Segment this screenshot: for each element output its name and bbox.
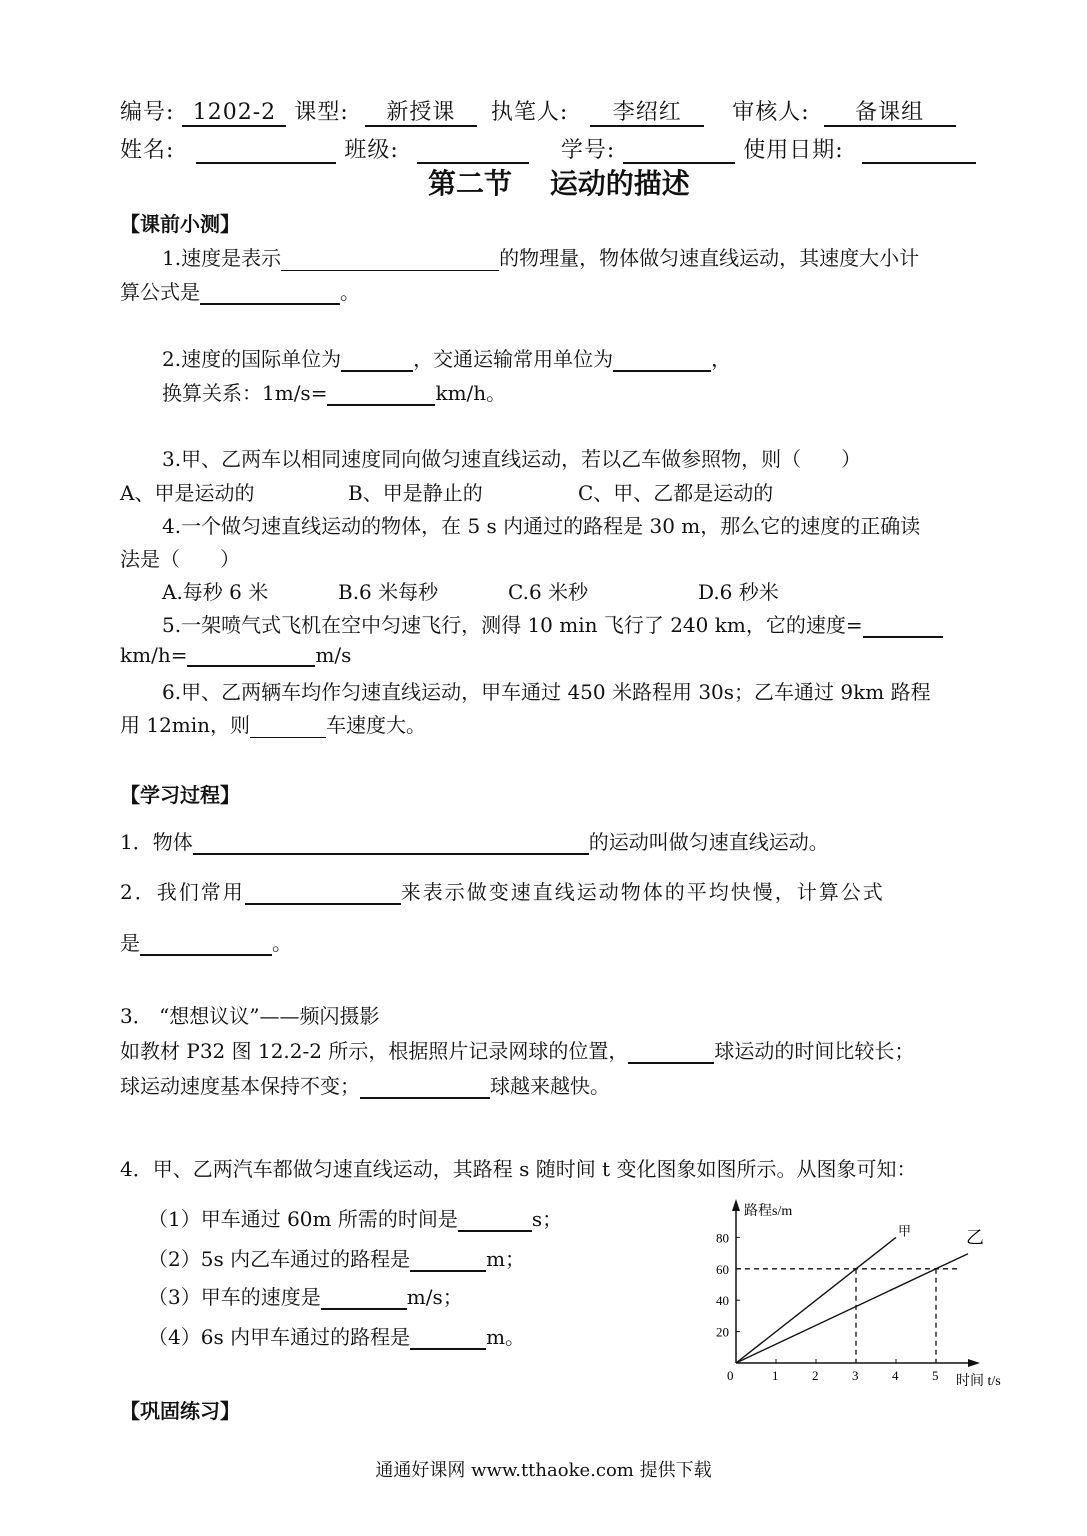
shenhe-label: 审核人: [732, 100, 810, 125]
q5-text-b: km/h= [120, 643, 188, 667]
p2-text-d: 。 [272, 931, 292, 955]
p4-sub4-text-b: m。 [486, 1325, 526, 1349]
q5-text-c: m/s [315, 643, 352, 667]
p3-text-b: 如教材 P32 图 12.2-2 所示，根据照片记录网球的位置， [120, 1039, 629, 1063]
bianhao-value: 1202-2 [182, 101, 286, 127]
p4-sub1-text-a: （1）甲车通过 60m 所需的时间是 [148, 1207, 458, 1231]
series-line-jia [736, 1237, 896, 1363]
q2-line1 [162, 343, 731, 372]
p2-text-c: 是 [120, 931, 140, 955]
p1-text-a: 1．物体 [120, 830, 193, 854]
p4-sub2-text-b: m； [486, 1247, 526, 1271]
riqi-blank[interactable] [862, 140, 976, 164]
x-tick-label: 1 [772, 1368, 779, 1383]
p4-sub1 [148, 1203, 562, 1232]
p3-heading: 3． “想想议议”——频闪摄影 [120, 1004, 380, 1028]
q1-blank-2[interactable] [200, 281, 340, 305]
p2-line2 [120, 927, 292, 956]
q5-blank-2[interactable] [187, 643, 315, 667]
x-axis-arrow [968, 1359, 980, 1367]
bianhao-label: 编号: [120, 100, 175, 125]
p2-blank-2[interactable] [140, 932, 272, 956]
y-tick-label: 20 [716, 1324, 729, 1340]
p4-sub4-text-a: （4）6s 内甲车通过的路程是 [148, 1325, 411, 1349]
q3-option-a[interactable]: A、甲是运动的 [120, 481, 255, 505]
q2-text-c: ， [711, 347, 732, 371]
q5-line1 [162, 609, 943, 638]
header-row-1 [120, 95, 956, 127]
process-heading: 【学习过程】 [120, 783, 240, 807]
q6-line2 [120, 709, 426, 738]
q1-blank-1[interactable] [281, 250, 499, 271]
q1-text-a: 1.速度是表示 [162, 246, 282, 270]
footer-text: 通通好课网 www.tthaoke.com 提供下载 [375, 1460, 712, 1481]
x-tick-label: 0 [727, 1368, 734, 1383]
q4-option-d[interactable]: D.6 秒米 [698, 580, 779, 604]
q3-option-c[interactable]: C、甲、乙都是运动的 [578, 481, 774, 505]
q2-text-d: 换算关系：1m/s= [162, 381, 328, 405]
p4-sub4-blank[interactable] [410, 1326, 486, 1350]
y-tick-label: 60 [716, 1261, 729, 1277]
kexing-value: 新授课 [365, 101, 477, 127]
y-tick-label: 80 [716, 1230, 729, 1246]
xingming-blank[interactable] [196, 140, 336, 164]
p4-sub4 [148, 1321, 525, 1350]
q2-blank-1[interactable] [341, 348, 413, 372]
page-title: 第二节 运动的描述 [428, 167, 690, 200]
shenhe-value: 备课组 [824, 101, 956, 127]
q3-stem: 3.甲、乙两车以相同速度同向做匀速直线运动，若以乙车做参照物，则（ ） [162, 447, 862, 471]
q1-text-b: 的物理量，物体做匀速直线运动，其速度大小计 [499, 246, 920, 270]
p2-blank-1[interactable] [245, 881, 401, 905]
p2-text-a: 2．我们常用 [120, 880, 245, 904]
q6-text-b: 用 12min，则 [120, 713, 251, 737]
p1-line [120, 826, 829, 855]
y-axis-arrow [732, 1199, 740, 1211]
p3-blank-1[interactable] [628, 1040, 714, 1064]
p4-sub1-blank[interactable] [458, 1208, 532, 1232]
q4-option-c[interactable]: C.6 米秒 [508, 580, 589, 604]
p4-stem: 4．甲、乙两汽车都做匀速直线运动，其路程 s 随时间 t 变化图象如图所示。从图象可知： [120, 1157, 917, 1181]
xuehao-label: 学号: [560, 138, 616, 163]
p3-blank-2[interactable] [360, 1075, 490, 1099]
q1-line2 [120, 276, 360, 305]
x-axis-label: 时间 t/s [956, 1374, 1001, 1389]
p1-text-b: 的运动叫做匀速直线运动。 [588, 830, 829, 854]
q2-text-b: ，交通运输常用单位为 [413, 347, 614, 371]
p3-text-e: 球越来越快。 [490, 1074, 610, 1098]
x-tick-label: 5 [932, 1368, 939, 1383]
xingming-label: 姓名: [120, 138, 175, 163]
distance-time-chart [700, 1195, 1030, 1395]
p4-sub1-text-b: s； [531, 1207, 563, 1231]
series-line-yi [736, 1254, 968, 1363]
q5-blank-1[interactable] [863, 614, 943, 638]
q4-option-b[interactable]: B.6 米每秒 [338, 580, 439, 604]
p3-line1 [120, 1035, 914, 1064]
p4-sub2 [148, 1243, 525, 1272]
q3-option-b[interactable]: B、甲是静止的 [348, 481, 483, 505]
q6-text-c: 车速度大。 [326, 713, 427, 737]
banji-blank[interactable] [417, 140, 529, 164]
xuehao-blank[interactable] [623, 140, 735, 164]
p2-line1 [120, 876, 885, 905]
q1-text-c: 算公式是 [120, 280, 200, 304]
p4-sub3 [148, 1281, 463, 1310]
series-label-jia: 甲 [898, 1223, 912, 1239]
q1-line1 [162, 242, 919, 271]
q2-text-a: 2.速度的国际单位为 [162, 347, 342, 371]
riqi-label: 使用日期: [743, 138, 844, 163]
x-tick-label: 3 [852, 1368, 859, 1383]
y-axis-label: 路程s/m [744, 1204, 793, 1219]
zhibi-value: 李绍红 [590, 101, 704, 127]
p4-sub2-text-a: （2）5s 内乙车通过的路程是 [148, 1247, 411, 1271]
consolidate-heading: 【巩固练习】 [120, 1399, 240, 1423]
q1-text-d: 。 [340, 280, 360, 304]
x-tick-label: 2 [812, 1368, 819, 1383]
p2-text-b: 来表示做变速直线运动物体的平均快慢，计算公式 [400, 880, 885, 904]
p3-text-d: 球运动速度基本保持不变； [120, 1074, 360, 1098]
q5-text-a: 5.一架喷气式飞机在空中匀速飞行，测得 10 min 飞行了 240 km，它的速度= [162, 613, 863, 637]
header-row-2 [120, 133, 976, 164]
q4-stem-1: 4.一个做匀速直线运动的物体，在 5 s 内通过的路程是 30 m，那么它的速度的正确读 [162, 514, 921, 538]
q2-text-e: km/h。 [435, 381, 507, 405]
pretest-heading: 【课前小测】 [120, 212, 240, 236]
p3-text-c: 球运动的时间比较长； [714, 1039, 915, 1063]
series-label-yi: 乙 [966, 1227, 984, 1248]
q4-option-a[interactable]: A.每秒 6 米 [162, 580, 269, 604]
q6-blank[interactable] [250, 717, 326, 738]
p4-sub2-blank[interactable] [410, 1248, 486, 1272]
q6-line1: 6.甲、乙两辆车均作匀速直线运动，甲车通过 450 米路程用 30s；乙车通过 9km 路程 [162, 680, 931, 704]
q5-line2 [120, 643, 351, 667]
p3-line2 [120, 1070, 610, 1099]
p4-sub3-text-a: （3）甲车的速度是 [148, 1285, 321, 1309]
banji-label: 班级: [344, 138, 399, 163]
zhibi-label: 执笔人: [490, 100, 569, 125]
y-tick-label: 40 [716, 1293, 729, 1309]
x-tick-label: 4 [892, 1368, 899, 1383]
p4-sub3-text-b: m/s； [406, 1285, 463, 1309]
p4-sub3-blank[interactable] [321, 1286, 407, 1310]
q2-blank-2[interactable] [613, 348, 711, 372]
kexing-label: 课型: [294, 100, 349, 125]
q2-blank-3[interactable] [327, 382, 435, 406]
q2-line2 [162, 377, 506, 406]
p1-blank[interactable] [193, 831, 589, 855]
q4-stem-2: 法是（ ） [120, 547, 240, 571]
